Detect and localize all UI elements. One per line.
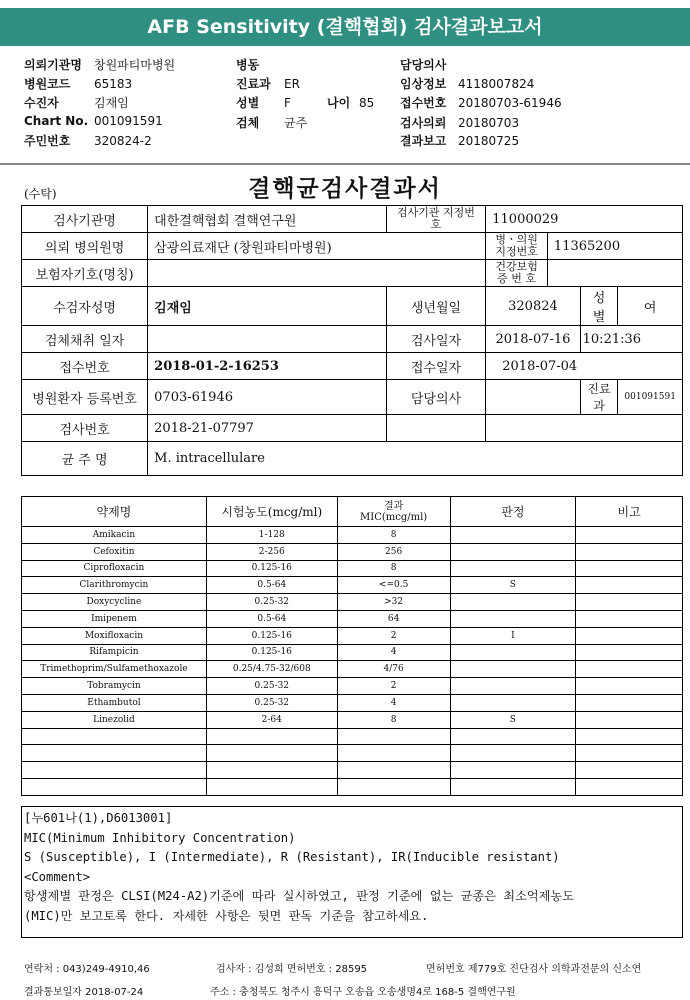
drug-concentration: 0.5-64 (206, 577, 337, 594)
attending-doctor: 담당의사 (400, 58, 447, 72)
drug-concentration: 0.25-32 (206, 694, 337, 711)
drug-name: Tobramycin (22, 678, 207, 695)
doctor-label: 담당의사 (386, 380, 486, 415)
doctor-value (486, 380, 580, 415)
patient-name: 수진자 김재임 (24, 96, 129, 110)
drug-mic: <=0.5 (337, 577, 450, 594)
exam-no-label: 검사번호 (22, 415, 148, 442)
drug-name: Amikacin (22, 527, 207, 544)
document-title: 결핵균검사결과서 (248, 175, 442, 202)
comment-box (21, 806, 683, 938)
empty-cell (22, 728, 207, 745)
health-no-value (547, 260, 682, 287)
drug-judgement (450, 610, 576, 627)
mic-header-bottom: MIC(mcg/ml) (360, 511, 428, 523)
empty-row (22, 778, 683, 795)
drug-mic: 64 (337, 610, 450, 627)
empty-cell (450, 762, 576, 779)
drug-note (576, 527, 683, 544)
report-date: 결과보고 20180725 (400, 134, 520, 148)
drug-mic: 4/76 (337, 661, 450, 678)
hospital-code: 병원코드 65183 (24, 77, 133, 91)
mic-header-top: 결과 (383, 500, 404, 512)
drug-concentration: 0.5-64 (206, 610, 337, 627)
specimen: 검체 균주 (236, 116, 308, 130)
requesting-institution: 의뢰기관명 창원파티마병원 (24, 58, 176, 72)
empty-cell (206, 762, 337, 779)
drug-note (576, 694, 683, 711)
drug-note (576, 560, 683, 577)
dept-label: 진료과 (580, 380, 618, 415)
drug-judgement (450, 594, 576, 611)
empty-cell (206, 745, 337, 762)
hospital-no-label: 병ㆍ의원 지정번호 (486, 233, 548, 260)
drug-mic: 2 (337, 678, 450, 695)
drug-judgement (450, 678, 576, 695)
test-date-value: 2018-07-16 (486, 326, 580, 353)
drug-concentration: 1-128 (206, 527, 337, 544)
table-row (22, 661, 683, 678)
exam-no-value: 2018-21-07797 (148, 415, 387, 442)
comment-line: <Comment> (24, 869, 91, 884)
receipt-date-value: 2018-07-04 (486, 353, 683, 380)
ward: 병동 (236, 58, 260, 72)
footer-tester: 검사자 : 김성희 면허번호 : 28595 (216, 964, 368, 975)
lab-no-value: 11000029 (486, 206, 683, 233)
resident-no: 주민번호 320824-2 (24, 134, 152, 148)
drug-name: Trimethoprim/Sulfamethoxazole (22, 661, 207, 678)
table-row (22, 678, 683, 695)
drug-mic: 256 (337, 543, 450, 560)
consignment-tag: (수탁) (24, 187, 57, 201)
lab-value: 대한결핵협회 결핵연구원 (148, 206, 387, 233)
drug-note (576, 610, 683, 627)
drug-mic: 4 (337, 694, 450, 711)
drug-mic: 8 (337, 527, 450, 544)
receipt-value: 2018-01-2-16253 (148, 353, 387, 380)
col-judgement: 판정 (450, 497, 576, 527)
empty-cell (22, 762, 207, 779)
susceptibility-table (21, 496, 683, 796)
drug-concentration: 0.25-32 (206, 678, 337, 695)
table-row (22, 711, 683, 728)
drug-judgement (450, 543, 576, 560)
dept-value: 001091591 (618, 380, 683, 415)
drug-name: Ethambutol (22, 694, 207, 711)
drug-name: Rifampicin (22, 644, 207, 661)
table-row (22, 594, 683, 611)
drug-note (576, 577, 683, 594)
hospital-value: 삼광의료재단 (창원파티마병원) (148, 233, 486, 260)
col-concentration: 시험농도(mcg/ml) (206, 497, 337, 527)
hospital-label: 의뢰 병의원명 (22, 233, 148, 260)
empty-cell (576, 745, 683, 762)
drug-judgement: S (450, 577, 576, 594)
empty-cell (576, 728, 683, 745)
drug-concentration: 0.25-32 (206, 594, 337, 611)
chart-no: Chart No. 001091591 (24, 114, 163, 128)
empty-row (22, 728, 683, 745)
comment-line: 항생제별 판정은 CLSI(M24-A2)기준에 따라 실시하였고, 판정 기준에 없는 균종은 최소억제농도 (24, 889, 574, 903)
species-value: M. intracellulare (148, 442, 683, 476)
table-row (22, 627, 683, 644)
drug-note (576, 711, 683, 728)
table-row (22, 527, 683, 544)
drug-note (576, 543, 683, 560)
empty-cell (450, 778, 576, 795)
collect-label: 검체채취 일자 (22, 326, 148, 353)
drug-judgement (450, 661, 576, 678)
empty-cell (576, 762, 683, 779)
patient-value: 김재임 (148, 287, 387, 326)
drug-judgement: I (450, 627, 576, 644)
department: 진료과 ER (236, 77, 300, 91)
empty-cell (576, 778, 683, 795)
registration-label: 병원환자 등록번호 (22, 380, 148, 415)
empty-cell (450, 745, 576, 762)
insured-label: 보험자기호(명칭) (22, 260, 148, 287)
health-no-label: 건강보험 증 번 호 (486, 260, 548, 287)
insured-value (148, 260, 486, 287)
drug-concentration: 2-64 (206, 711, 337, 728)
comment-line: (MIC)만 보고토록 한다. 자세한 사항은 뒷면 판독 기준을 참고하세요. (24, 908, 429, 923)
table-row (22, 694, 683, 711)
test-date-label: 검사일자 (386, 326, 486, 353)
drug-note (576, 627, 683, 644)
table-row (22, 644, 683, 661)
drug-judgement: S (450, 711, 576, 728)
empty-cell (22, 745, 207, 762)
drug-judgement (450, 644, 576, 661)
species-label: 균 주 명 (22, 442, 148, 476)
col-drug: 약제명 (22, 497, 207, 527)
comment-line: S (Susceptible), I (Intermediate), R (Resistant), IR(Inducible resistant) (24, 850, 560, 864)
empty-cell (206, 728, 337, 745)
drug-name: Clarithromycin (22, 577, 207, 594)
patient-info-table (21, 205, 683, 476)
drug-name: Imipenem (22, 610, 207, 627)
test-time-value: 10:21:36 (580, 326, 682, 353)
empty-row (22, 745, 683, 762)
table-row (22, 543, 683, 560)
drug-name: Moxifloxacin (22, 627, 207, 644)
sex-label: 성별 (580, 287, 618, 326)
receipt-label: 접수번호 (22, 353, 148, 380)
drug-name: Doxycycline (22, 594, 207, 611)
drug-name: Linezolid (22, 711, 207, 728)
empty-cell (337, 728, 450, 745)
drug-mic: 8 (337, 711, 450, 728)
empty-cell (22, 778, 207, 795)
lab-no-label: 검사기관 지정번호 (386, 206, 486, 233)
lab-label: 검사기관명 (22, 206, 148, 233)
drug-judgement (450, 560, 576, 577)
birth-label: 생년월일 (386, 287, 486, 326)
table-row (22, 610, 683, 627)
empty-cell (337, 745, 450, 762)
empty-cell (206, 778, 337, 795)
drug-judgement (450, 694, 576, 711)
drug-note (576, 661, 683, 678)
hospital-no-value: 11365200 (547, 233, 682, 260)
drug-mic: 4 (337, 644, 450, 661)
collect-value (148, 326, 387, 353)
drug-concentration: 0.125-16 (206, 627, 337, 644)
drug-judgement (450, 527, 576, 544)
blank-cell (386, 415, 486, 442)
drug-note (576, 678, 683, 695)
drug-rows (22, 527, 683, 796)
age: 나이 85 (327, 96, 375, 110)
birth-value: 320824 (486, 287, 580, 326)
drug-mic: 2 (337, 627, 450, 644)
table-row (22, 560, 683, 577)
footer-address: 주소 : 충청북도 청주시 흥덕구 오송읍 오송생명4로 168-5 결핵연구원 (210, 987, 516, 998)
request-date: 검사의뢰 20180703 (400, 116, 520, 130)
drug-concentration: 0.125-16 (206, 560, 337, 577)
footer-contact: 연락처 : 043)249-4910,46 (24, 964, 150, 975)
drug-mic: 8 (337, 560, 450, 577)
sex-value: 여 (618, 287, 683, 326)
drug-note (576, 594, 683, 611)
comment-line: [누601나(1),D6013001] (24, 811, 173, 825)
col-note: 비고 (576, 497, 683, 527)
empty-cell (337, 778, 450, 795)
footer-license: 면허번호 제779호 진단검사 의학과전문의 신소연 (426, 964, 642, 975)
drug-name: Cefoxitin (22, 543, 207, 560)
patient-label: 수검자성명 (22, 287, 148, 326)
drug-concentration: 0.125-16 (206, 644, 337, 661)
drug-name: Ciprofloxacin (22, 560, 207, 577)
blank-cell (486, 415, 683, 442)
empty-row (22, 762, 683, 779)
sex: 성별 F (236, 96, 291, 110)
registration-value: 0703-61946 (148, 380, 387, 415)
empty-cell (337, 762, 450, 779)
comment-line: MIC(Minimum Inhibitory Concentration) (24, 830, 296, 845)
col-mic (337, 497, 450, 527)
clinical-info: 임상정보 4118007824 (400, 77, 535, 91)
table-row (22, 577, 683, 594)
empty-cell (450, 728, 576, 745)
receipt-date-label: 접수일자 (386, 353, 486, 380)
header-divider (0, 163, 690, 165)
report-banner: AFB Sensitivity (결핵협회) 검사결과보고서 (0, 8, 690, 46)
drug-mic: >32 (337, 594, 450, 611)
drug-concentration: 2-256 (206, 543, 337, 560)
footer-report-date: 결과통보일자 2018-07-24 (24, 987, 144, 998)
drug-note (576, 644, 683, 661)
accession-no: 접수번호 20180703-61946 (400, 96, 562, 110)
drug-concentration: 0.25/4.75-32/608 (206, 661, 337, 678)
